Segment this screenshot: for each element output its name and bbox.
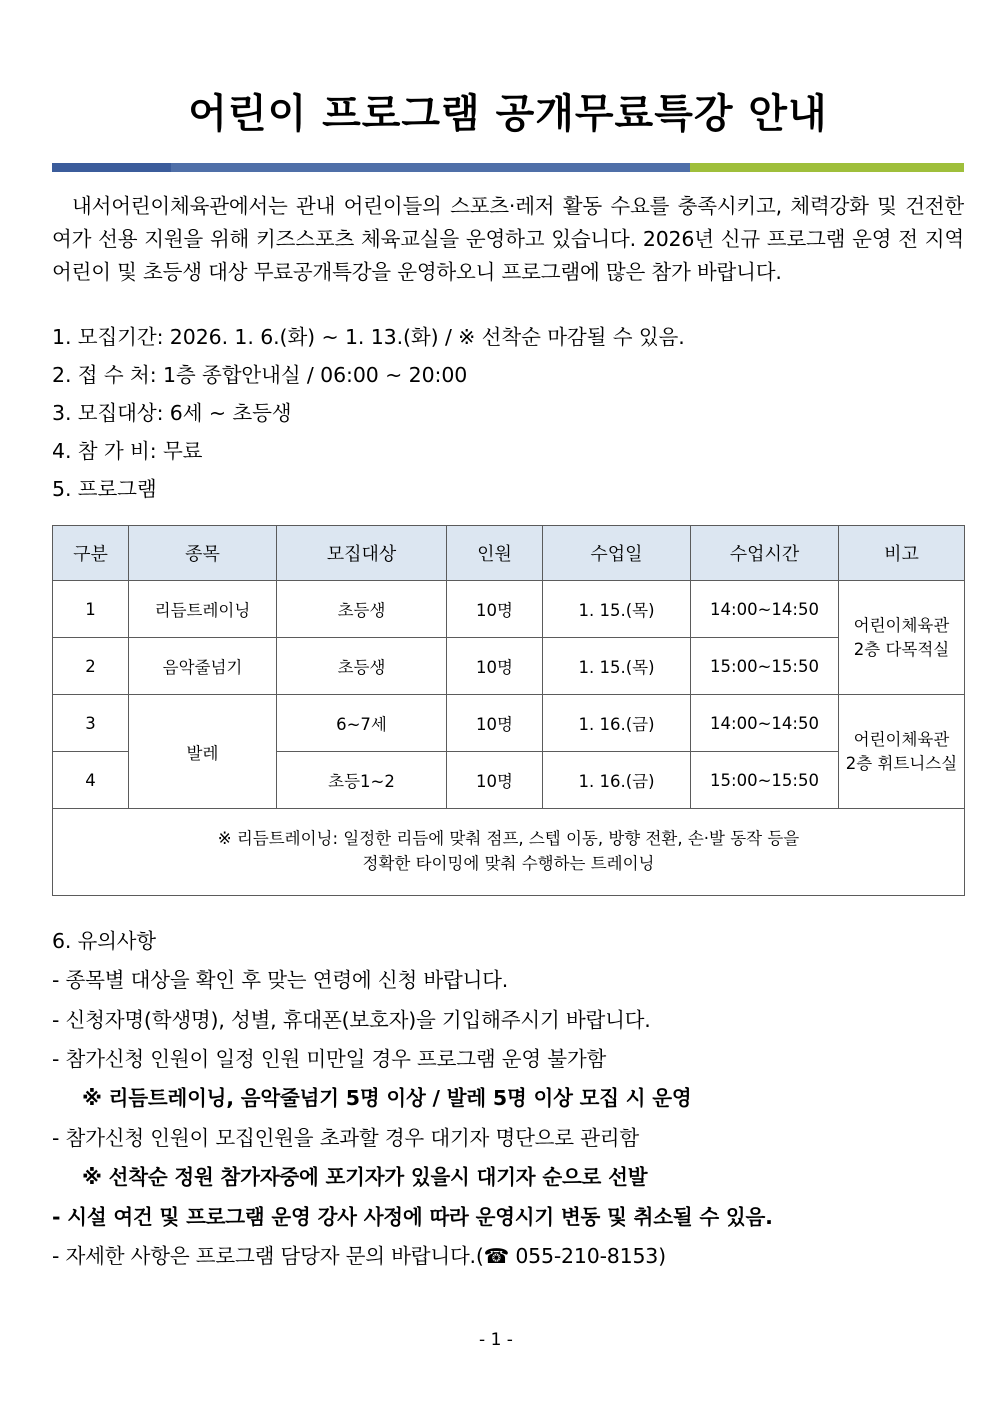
- notice-line-1: - 종목별 대상을 확인 후 맞는 연령에 신청 바랍니다.: [52, 968, 509, 993]
- page-content: [52, 0, 964, 1276]
- cell-note-venue-1: [839, 581, 965, 695]
- header-time: 수업시간: [691, 526, 839, 581]
- notice-line-3: - 참가신청 인원이 일정 인원 미만일 경우 프로그램 운영 불가함: [52, 1047, 607, 1072]
- notice-section: [52, 922, 964, 1276]
- cell-subject-ballet: 발레: [129, 695, 277, 809]
- notice-line-6: - 자세한 사항은 프로그램 담당자 문의 바랍니다.(☎ 055-210-8153): [52, 1243, 666, 1268]
- cell-capacity: 10명: [447, 752, 543, 809]
- header-target: 모집대상: [277, 526, 447, 581]
- table-footnote-row: [53, 809, 965, 896]
- cell-target: 초등생: [277, 638, 447, 695]
- intro-paragraph: [52, 190, 964, 290]
- cell-time: 15:00~15:50: [691, 752, 839, 809]
- cell-no: 1: [53, 581, 129, 638]
- cell-target: 6~7세: [277, 695, 447, 752]
- cell-footnote: [53, 809, 965, 896]
- venue-1-line1: 어린이체육관: [853, 615, 950, 635]
- cell-no: 2: [53, 638, 129, 695]
- cell-date: 1. 15.(목): [543, 581, 691, 638]
- table-row: [53, 581, 965, 638]
- cell-time: 14:00~14:50: [691, 695, 839, 752]
- table-header-row: [53, 526, 965, 581]
- divider-segment-middle: [171, 163, 691, 172]
- divider-segment-right: [690, 163, 964, 172]
- cell-no: 4: [53, 752, 129, 809]
- header-no: 구분: [53, 526, 129, 581]
- cell-time: 14:00~14:50: [691, 581, 839, 638]
- venue-1-line2: 2층 다목적실: [853, 639, 950, 659]
- notice-line-2: - 신청자명(학생명), 성별, 휴대폰(보호자)을 기입해주시기 바랍니다.: [52, 1007, 651, 1032]
- header-subject: 종목: [129, 526, 277, 581]
- header-date: 수업일: [543, 526, 691, 581]
- table-row: [53, 695, 965, 752]
- cell-subject: 리듬트레이닝: [129, 581, 277, 638]
- cell-capacity: 10명: [447, 581, 543, 638]
- item-program: 5. 프로그램: [52, 477, 157, 502]
- divider-segment-left: [52, 163, 171, 172]
- table-row: [53, 638, 965, 695]
- cell-capacity: 10명: [447, 695, 543, 752]
- page-title: 어린이 프로그램 공개무료특강 안내: [188, 91, 828, 137]
- venue-2-line2: 2층 휘트니스실: [845, 753, 958, 773]
- announcement-items: [52, 319, 964, 509]
- cell-date: 1. 16.(금): [543, 695, 691, 752]
- notice-subline-1: ※ 리듬트레이닝, 음악줄넘기 5명 이상 / 발레 5명 이상 모집 시 운영: [82, 1086, 692, 1111]
- notice-subline-2: ※ 선착순 정원 참가자중에 포기자가 있을시 대기자 순으로 선발: [82, 1165, 648, 1190]
- cell-target: 초등생: [277, 581, 447, 638]
- item-reception-place: 2. 접 수 처: 1층 종합안내실 / 06:00 ~ 20:00: [52, 363, 468, 388]
- header-note: 비고: [839, 526, 965, 581]
- notice-line-4: - 참가신청 인원이 모집인원을 초과할 경우 대기자 명단으로 관리함: [52, 1125, 640, 1150]
- title-divider-bar: [52, 163, 964, 172]
- notice-line-5: - 시설 여건 및 프로그램 운영 강사 사정에 따라 운영시기 변동 및 취소될 수 있음.: [52, 1204, 773, 1229]
- cell-time: 15:00~15:50: [691, 638, 839, 695]
- item-target: 3. 모집대상: 6세 ~ 초등생: [52, 401, 292, 426]
- program-table: [52, 525, 965, 896]
- intro-text: 내서어린이체육관에서는 관내 어린이들의 스포츠·레저 활동 수요를 충족시키고, 체력강화 및 건전한 여가 선용 지원을 위해 키즈스포츠 체육교실을 운영하고 있습니다. 2026년 신규 프로그램 운영 전 지역 어린이 및 초등생 대상 무료공개특강을 운영하오니 프로그램에 많은 참가 바랍니다.: [52, 193, 964, 285]
- cell-capacity: 10명: [447, 638, 543, 695]
- footnote-line-2: 정확한 타이밍에 맞춰 수행하는 트레이닝: [362, 854, 655, 874]
- header-capacity: 인원: [447, 526, 543, 581]
- cell-date: 1. 16.(금): [543, 752, 691, 809]
- footnote-line-1: ※ 리듬트레이닝: 일정한 리듬에 맞춰 점프, 스텝 이동, 방향 전환, 손·발 동작 등을: [217, 829, 800, 849]
- cell-no: 3: [53, 695, 129, 752]
- cell-subject: 음악줄넘기: [129, 638, 277, 695]
- page-number: - 1 -: [479, 1330, 513, 1350]
- item-fee: 4. 참 가 비: 무료: [52, 439, 203, 464]
- cell-target: 초등1~2: [277, 752, 447, 809]
- venue-2-line1: 어린이체육관: [853, 729, 950, 749]
- cell-note-venue-2: [839, 695, 965, 809]
- item-recruit-period: 1. 모집기간: 2026. 1. 6.(화) ~ 1. 13.(화) / ※ 선착순 마감될 수 있음.: [52, 325, 685, 350]
- cell-date: 1. 15.(목): [543, 638, 691, 695]
- notice-heading: 6. 유의사항: [52, 929, 156, 954]
